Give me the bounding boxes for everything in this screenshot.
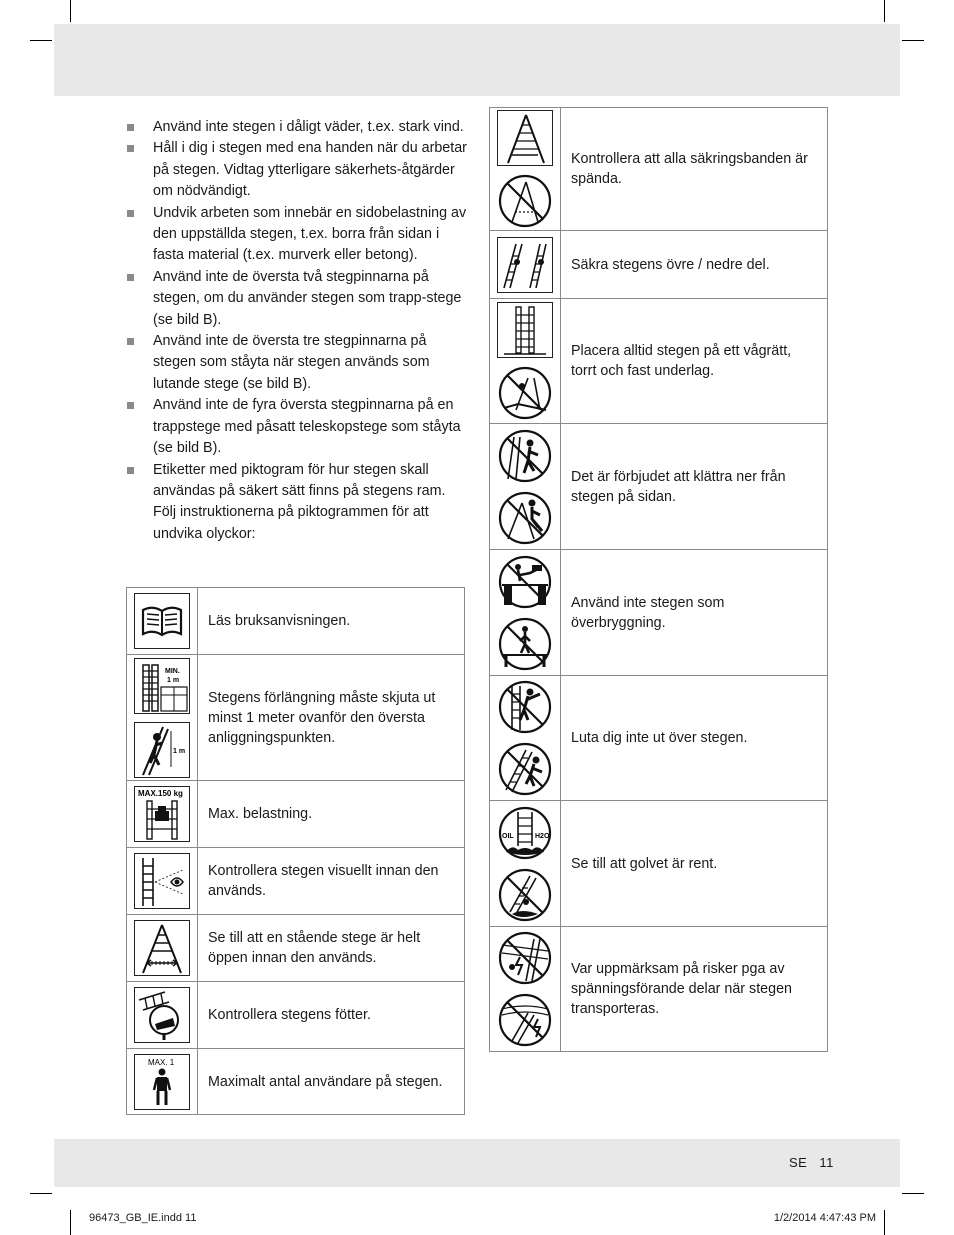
bullet-square-icon — [127, 338, 134, 345]
no-lean-out-icon — [498, 680, 552, 734]
level-ground-icon — [497, 302, 553, 358]
file-slug: 96473_GB_IE.indd 11 — [89, 1212, 197, 1224]
manual-book-icon — [134, 593, 190, 649]
bullet-square-icon — [127, 145, 134, 152]
slippery-floor-icon — [498, 868, 552, 922]
pictogram-description: Kontrollera stegens fötter. — [198, 982, 465, 1049]
extension-climber-icon — [134, 722, 190, 778]
pictogram-description: Säkra stegens övre / nedre del. — [561, 231, 828, 299]
table-row — [490, 231, 828, 299]
crop-mark — [884, 1210, 885, 1235]
pictogram-description: Placera alltid stegen på ett vågrätt, torrt och fast underlag. — [561, 299, 828, 424]
safety-straps-icon — [497, 110, 553, 166]
table-row — [127, 781, 465, 848]
right-pictogram-table — [489, 107, 828, 1052]
svg-text:MIN.: MIN. — [165, 667, 180, 675]
crop-mark — [70, 1210, 71, 1235]
no-side-climb-icon — [498, 429, 552, 483]
bullet-square-icon — [127, 210, 134, 217]
svg-text:MAX.150 kg: MAX.150 kg — [138, 789, 183, 798]
list-item: Använd inte de översta tre stegpinnarna på stegen som ståyta när stegen används som lutande stege (se bild B). — [127, 331, 472, 395]
list-item: Undvik arbeten som innebär en sidobelastning av den uppställda stegen, t.ex. borra från sidan i fasta material (t.ex. murverk eller betong). — [127, 203, 472, 267]
table-row — [127, 1049, 465, 1115]
list-item: Etiketter med piktogram för hur stegen skall användas på säkert sätt finns på stegens ram. Följ instruktionerna på piktogrammen för att undvika olyckor: — [127, 460, 472, 546]
svg-text:1 m: 1 m — [167, 676, 180, 684]
table-row — [490, 299, 828, 424]
bullet-square-icon — [127, 467, 134, 474]
svg-text:H2O: H2O — [535, 832, 550, 840]
svg-text:OIL: OIL — [502, 832, 514, 840]
list-item: Håll i dig i stegen med ena handen när du arbetar på stegen. Vidtag ytterligare säkerhets-åtgärder om nödvändigt. — [127, 138, 472, 202]
max-users-icon — [134, 1054, 190, 1110]
bullet-square-icon — [127, 124, 134, 131]
table-row — [490, 108, 828, 231]
pictogram-description: Kontrollera stegen visuellt innan den används. — [198, 848, 465, 915]
table-row — [490, 801, 828, 927]
crop-mark — [902, 1193, 924, 1194]
footer-band — [54, 1139, 900, 1187]
crop-mark — [884, 0, 885, 22]
crop-mark — [70, 0, 71, 22]
fully-open-icon — [134, 920, 190, 976]
page-number-value: 11 — [819, 1155, 834, 1170]
pictogram-description: Läs bruksanvisningen. — [198, 588, 465, 655]
header-band — [54, 24, 900, 96]
pictogram-description: Maximalt antal användare på stegen. — [198, 1049, 465, 1115]
bullet-square-icon — [127, 402, 134, 409]
table-row — [127, 588, 465, 655]
table-row — [490, 550, 828, 676]
table-row — [490, 424, 828, 550]
list-item: Använd inte stegen i dåligt väder, t.ex. stark vind. — [127, 117, 472, 138]
bullet-square-icon — [127, 274, 134, 281]
table-row — [490, 676, 828, 801]
table-row — [127, 848, 465, 915]
clean-floor-icon — [498, 806, 552, 860]
table-row — [490, 927, 828, 1052]
table-row — [127, 982, 465, 1049]
svg-text:1 m: 1 m — [173, 747, 186, 755]
no-bridge-walk-icon — [498, 617, 552, 671]
electric-hazard-icon — [498, 931, 552, 985]
table-row — [127, 655, 465, 781]
crop-mark — [902, 40, 924, 41]
list-item: Använd inte de fyra översta stegpinnarna på en trappstege med påsatt teleskopstege som ståyta (se bild B). — [127, 395, 472, 459]
pictogram-description: Max. belastning. — [198, 781, 465, 848]
crop-mark — [30, 1193, 52, 1194]
uneven-ground-crossed-icon — [498, 366, 552, 420]
pictogram-description: Var uppmärksam på risker pga av spänningsförande delar när stegen transporteras. — [561, 927, 828, 1052]
no-overreach-icon — [498, 742, 552, 796]
pictogram-description: Använd inte stegen som överbryggning. — [561, 550, 828, 676]
extension-min-1m-icon — [134, 658, 190, 714]
secure-top-bottom-icon — [497, 237, 553, 293]
pictogram-description: Se till att en stående stege är helt öppen innan den används. — [198, 915, 465, 982]
no-side-step-icon — [498, 491, 552, 545]
visual-check-icon — [134, 853, 190, 909]
max-load-icon — [134, 786, 190, 842]
pictogram-description: Det är förbjudet att klättra ner från stegen på sidan. — [561, 424, 828, 550]
pictogram-description: Se till att golvet är rent. — [561, 801, 828, 927]
page-number — [789, 1155, 846, 1170]
left-pictogram-table — [126, 587, 465, 1115]
print-timestamp: 1/2/2014 4:47:43 PM — [773, 1212, 876, 1224]
table-row — [127, 915, 465, 982]
no-bridge-load-icon — [498, 555, 552, 609]
safety-straps-crossed-icon — [498, 174, 552, 228]
power-line-transport-icon — [498, 993, 552, 1047]
crop-mark — [30, 40, 52, 41]
pictogram-description: Kontrollera att alla säkringsbanden är spända. — [561, 108, 828, 231]
language-code: SE — [789, 1155, 808, 1170]
pictogram-description: Luta dig inte ut över stegen. — [561, 676, 828, 801]
check-feet-icon — [134, 987, 190, 1043]
pictogram-description: Stegens förlängning måste skjuta ut minst 1 meter ovanför den översta anliggningspunkten. — [198, 655, 465, 781]
list-item: Använd inte de översta två stegpinnarna på stegen, om du använder stegen som trapp-stege (se bild B). — [127, 267, 472, 331]
svg-text:MAX. 1: MAX. 1 — [148, 1057, 175, 1067]
safety-bullet-list — [127, 117, 472, 545]
